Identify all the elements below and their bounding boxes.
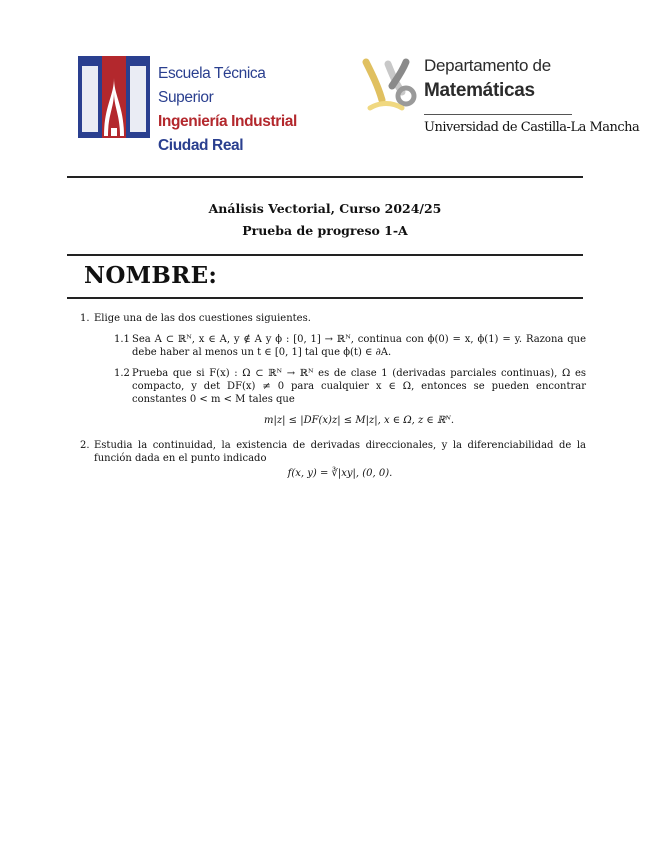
question-2 bbox=[78, 439, 586, 480]
question-text: Elige una de las dos cuestiones siguientes. bbox=[94, 313, 311, 324]
school-emblem-icon bbox=[78, 56, 150, 138]
subquestion-text: Prueba que si F(x) : Ω ⊂ ℝᴺ → ℝᴺ es de clase 1 (derivadas parciales continuas), Ω es compacto, y det DF(x) ≠ 0 para cualquier x ∈ Ω, entonces se pueden encontrar constantes 0 < m < M tales que bbox=[132, 368, 586, 405]
subquestion-1-1 bbox=[94, 333, 586, 359]
subquestion-formula: m|z| ≤ |DF(x)z| ≤ M|z|, x ∈ Ω, z ∈ ℝᴺ. bbox=[263, 415, 455, 426]
question-1 bbox=[78, 312, 586, 427]
subquestion-1-2 bbox=[94, 367, 586, 427]
title-block bbox=[67, 198, 583, 242]
department-name-line1: Departamento de bbox=[424, 56, 551, 75]
title-rule bbox=[67, 254, 583, 256]
question-number: 1. bbox=[80, 313, 90, 324]
question-text: Estudia la continuidad, la existencia de derivadas direccionales, y la diferenciabilidad de la función dada en el punto indicado bbox=[94, 440, 586, 464]
question-number: 2. bbox=[80, 440, 90, 451]
questions bbox=[78, 312, 586, 492]
course-title: Análisis Vectorial, Curso 2024/25 bbox=[208, 201, 442, 216]
school-name-line3: Ciudad Real bbox=[158, 137, 244, 154]
department-divider bbox=[424, 114, 572, 115]
department-name-line2: Matemáticas bbox=[424, 80, 535, 101]
question-formula: f(x, y) = ∛|xy|, (0, 0). bbox=[287, 468, 393, 479]
name-rule bbox=[67, 297, 583, 299]
department-logo bbox=[362, 54, 640, 144]
subquestion-number: 1.1 bbox=[114, 334, 130, 345]
subquestion-text: Sea A ⊂ ℝᴺ, x ∈ A, y ∉ A y ϕ : [0, 1] → ℝᴺ, continua con ϕ(0) = x, ϕ(1) = y. Razona que debe haber al menos un t ∈ [0, 1] tal que ϕ(t) ∈ ∂A. bbox=[132, 334, 586, 358]
university-name: Universidad de Castilla-La Mancha bbox=[424, 120, 640, 135]
department-emblem-icon bbox=[362, 56, 418, 116]
school-name-line1: Escuela Técnica Superior bbox=[158, 65, 266, 106]
name-label: NOMBRE: bbox=[84, 262, 218, 289]
school-logo bbox=[78, 56, 303, 154]
school-name-line2: Ingeniería Industrial bbox=[158, 113, 297, 130]
subquestion-number: 1.2 bbox=[114, 368, 130, 379]
header-rule bbox=[67, 176, 583, 178]
exam-title: Prueba de progreso 1-A bbox=[242, 223, 408, 238]
